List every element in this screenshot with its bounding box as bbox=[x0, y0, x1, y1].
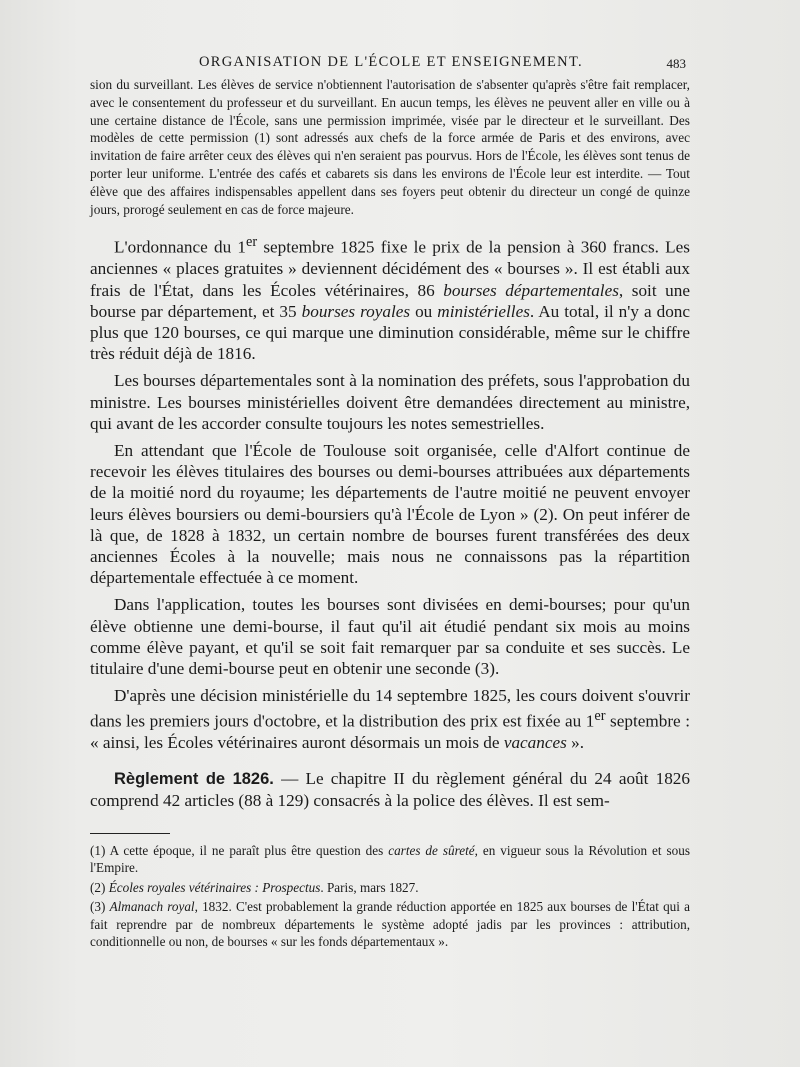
continued-paragraph: sion du surveillant. Les élèves de service n'obtiennent l'autorisation de s'absenter qu'après s'être fait remplacer, avec le consentement du professeur et du surveillant. En aucun temps, les élèves ne peuvent aller en ville ou à une certaine distance de l'École, sans une permission imprimée, visée par le directeur et le surveillant. Des modèles de cette permission (1) sont adressés aux chefs de la force armée de Paris et des environs, avec invitation de faire arrêter ceux des élèves qui n'en seraient pas pourvus. Hors de l'École, les élèves sont tenus de porter leur uniforme. L'entrée des cafés et cabarets sis dans les environs de l'École leur est interdite. — Tout élève que des affaires indispensables appellent dans ses foyers peut obtenir du directeur un congé de quinze jours, prorogé seulement en cas de force majeure. bbox=[90, 77, 690, 217]
footnote-3: (3) Almanach royal, 1832. C'est probablement la grande réduction apportée en 1825 aux bourses de l'État qui a fait reprendre par de nombreux départements le système adopté jadis par les provinces : attribution, conditionnelle ou non, de bourses « sur les fonds départementaux ». bbox=[90, 899, 690, 950]
page-number: 483 bbox=[666, 56, 686, 71]
footnote-1: (1) A cette époque, il ne paraît plus être question des cartes de sûreté, en vigueur sous la Révolution et sous l'Empire. bbox=[90, 842, 690, 876]
page-body bbox=[90, 76, 690, 953]
section-title: Règlement de 1826. bbox=[114, 769, 274, 788]
section-reglement-1826: Règlement de 1826. — Le chapitre II du règlement général du 24 août 1826 comprend 42 articles (88 à 129) consacrés à la police des élèves. Il est sem- bbox=[90, 768, 690, 810]
running-head: ORGANISATION DE L'ÉCOLE ET ENSEIGNEMENT. bbox=[199, 54, 583, 70]
page-header bbox=[96, 54, 686, 76]
footnote-2: (2) Écoles royales vétérinaires : Prospectus. Paris, mars 1827. bbox=[90, 879, 419, 895]
paragraph-demi-bourses: Dans l'application, toutes les bourses sont divisées en demi-bourses; pour qu'un élève obtienne une demi-bourse, il faut qu'il ait étudié pendant six mois au moins comme élève payant, et qu'il se soit fait remarquer par sa conduite et ses succès. Le titulaire d'une demi-bourse peut en obtenir une seconde (3). bbox=[90, 595, 690, 678]
paragraph-bourses-departementales: Les bourses départementales sont à la nomination des préfets, sous l'approbation du ministre. Les bourses ministérielles doivent être demandées directement au ministre, qui avant de les accorder consulte toujours les notes semestrielles. bbox=[90, 371, 690, 433]
paragraph-ordonnance: L'ordonnance du 1er septembre 1825 fixe le prix de la pension à 360 francs. Les anciennes « places gratuites » deviennent décidément des « bourses ». Il est établi aux frais de l'État, dans les Écoles vétérinaires, 86 bourses départementales, soit une bourse par département, et 35 bourses royales ou ministérielles. Au total, il n'y a donc plus que 120 bourses, ce qui marque une diminution considérable, même sur le chiffre très réduit déjà de 1816. bbox=[90, 234, 691, 364]
paragraph-ecole-toulouse: En attendant que l'École de Toulouse soit organisée, celle d'Alfort continue de recevoir les élèves titulaires des bourses ou demi-bourses attribuées aux départements de la moitié nord du royaume; les départements de l'autre moitié ne peuvent envoyer leurs élèves boursiers ou demi-boursiers qu'à l'École de Lyon » (2). On peut inférer de là que, de 1828 à 1832, un certain nombre de bourses furent transférées des deux anciennes Écoles à la nouvelle; mais nous ne connaissons pas la répartition départementale effectuée à ce moment. bbox=[90, 440, 690, 588]
paragraph-decision-ministerielle: D'après une décision ministérielle du 14 septembre 1825, les cours doivent s'ouvrir dans les premiers jours d'octobre, et la distribution des prix est fixée au 1er septembre : « ainsi, les Écoles vétérinaires auront désormais un mois de vacances ». bbox=[90, 686, 690, 753]
footnote-divider bbox=[90, 833, 170, 834]
